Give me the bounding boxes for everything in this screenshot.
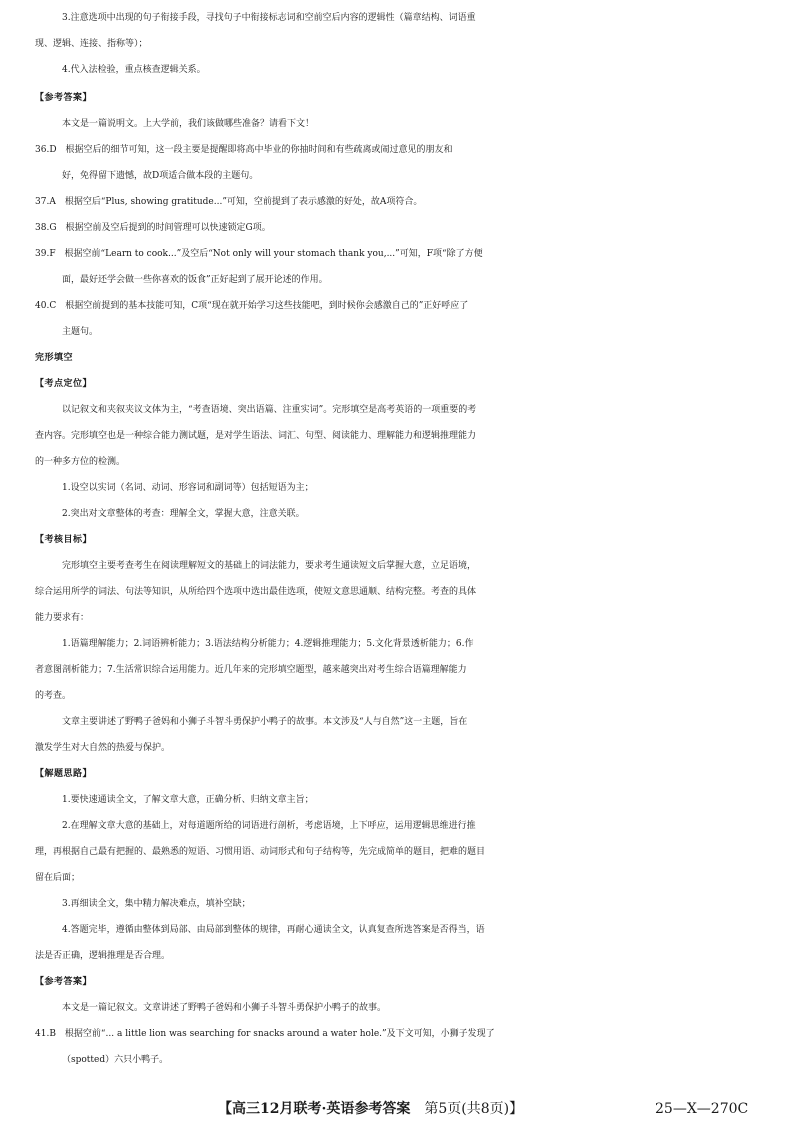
text-line: 本文是一篇记叙文。文章讲述了野鸭子爸妈和小狮子斗智斗勇保护小鸭子的故事。 [62,1003,387,1013]
text-line: 2.在理解文章大意的基础上，对每道题所给的词语进行剖析，考虑语境，上下呼应，运用逻辑思维进行推 [62,821,476,831]
footer-title-text: 【高三12月联考·英语参考答案 [218,1101,411,1117]
text-line: 激发学生对大自然的热爱与保护。 [35,743,171,753]
text-line: 1.要快速通读全文，了解文章大意，正确分析、归纳文章主旨； [62,795,314,805]
text-line: 留在后面； [35,873,81,883]
text-line: 者意图剖析能力；7.生活常识综合运用能力。近几年来的完形填空题型，越来越突出对考生综合语篇理解能力 [35,665,467,675]
text-line: 理，再根据自己最有把握的、最熟悉的短语、习惯用语、动词形式和句子结构等，先完成简单的题目，把难的题目 [35,847,486,857]
text-line: 本文是一篇说明文。上大学前，我们该做哪些准备？请看下文！ [62,119,315,129]
text-line: 2.突出对文章整体的考查：理解全文，掌握大意，注意关联。 [62,509,305,519]
section-heading: 【参考答案】 [35,93,93,103]
text-line: 完形填空主要考查考生在阅读理解短文的基础上的词法能力，要求考生通读短文后掌握大意，立足语境， [62,561,477,571]
text-line: 1.设空以实词（名词、动词、形容词和副词等）包括短语为主； [62,483,314,493]
text-line: 的考查。 [35,691,72,701]
section-heading: 【考核目标】 [35,535,93,545]
text-line: 能力要求有： [35,613,90,623]
text-line: 查内容。完形填空也是一种综合能力测试题，是对学生语法、词汇、句型、阅读能力、理解能力和逻辑推理能力 [35,431,477,441]
text-line: （spotted）六只小鸭子。 [62,1055,169,1065]
text-line: 的一种多方位的检测。 [35,457,126,467]
text-line: 4.答题完毕，遵循由整体到局部、由局部到整体的规律，再耐心通读全文，认真复查所选答案是否得当，语 [62,925,485,935]
text-line: 综合运用所学的词法、句法等知识，从所给四个选项中选出最佳选项，使短文意思通顺、结构完整。考查的具体 [35,587,477,597]
answer-line: 36.D 根据空后的细节可知，这一段主要是提醒即将高中毕业的你抽时间和有些疏离或闹过意见的朋友和 [35,145,453,155]
text-line: 面，最好还学会做一些你喜欢的饭食”正好起到了展开论述的作用。 [62,275,328,285]
text-line: 3.再细读全文，集中精力解决难点，填补空缺； [62,899,251,909]
section-heading: 【解题思路】 [35,769,93,779]
text-line: 1.语篇理解能力；2.词语辨析能力；3.语法结构分析能力；4.逻辑推理能力；5.文化背景透析能力；6.作 [62,639,474,649]
answer-line: 39.F 根据空前“Learn to cook...”及空后“Not only will your stomach thank you,...”可知，F项“除了方便 [35,249,483,259]
section-heading: 【参考答案】 [35,977,93,987]
section-heading: 【考点定位】 [35,379,93,389]
text-line: 3.注意选项中出现的句子衔接手段，寻找句子中衔接标志词和空前空后内容的逻辑性（篇章结构、词语重 [62,13,476,23]
page-footer [0,1098,800,1120]
footer-page-number: 第5页(共8页)】 [424,1101,524,1117]
text-line: 以记叙文和夹叙夹议文体为主，“考查语境、突出语篇、注重实词”。完形填空是高考英语的一项重要的考 [62,405,477,415]
text-line: 主题句。 [62,327,99,337]
text-line: 文章主要讲述了野鸭子爸妈和小狮子斗智斗勇保护小鸭子的故事。本文涉及“人与自然”这一主题，旨在 [62,717,468,727]
answer-line: 41.B 根据空前“... a little lion was searching for snacks around a water hole.”及下文可知，小狮子发现了 [35,1029,495,1039]
answer-line: 40.C 根据空前提到的基本技能可知，C项“现在就开始学习这些技能吧，到时候你会感激自己的”正好呼应了 [35,301,469,311]
footer-title [218,1098,523,1120]
text-line: 现、逻辑、连接、指称等）； [35,39,148,49]
text-line: 4.代入法检验，重点核查逻辑关系。 [62,65,206,75]
footer-code: 25—X—270C [655,1101,749,1117]
answer-line: 37.A 根据空后“Plus, showing gratitude...”可知，空前提到了表示感激的好处，故A项符合。 [35,197,423,207]
text-line: 好，免得留下遗憾，故D项适合做本段的主题句。 [62,171,259,181]
text-line: 法是否正确，逻辑推理是否合理。 [35,951,171,961]
section-title: 完形填空 [35,353,74,363]
answer-line: 38.G 根据空前及空后提到的时间管理可以快速锁定G项。 [35,223,271,233]
